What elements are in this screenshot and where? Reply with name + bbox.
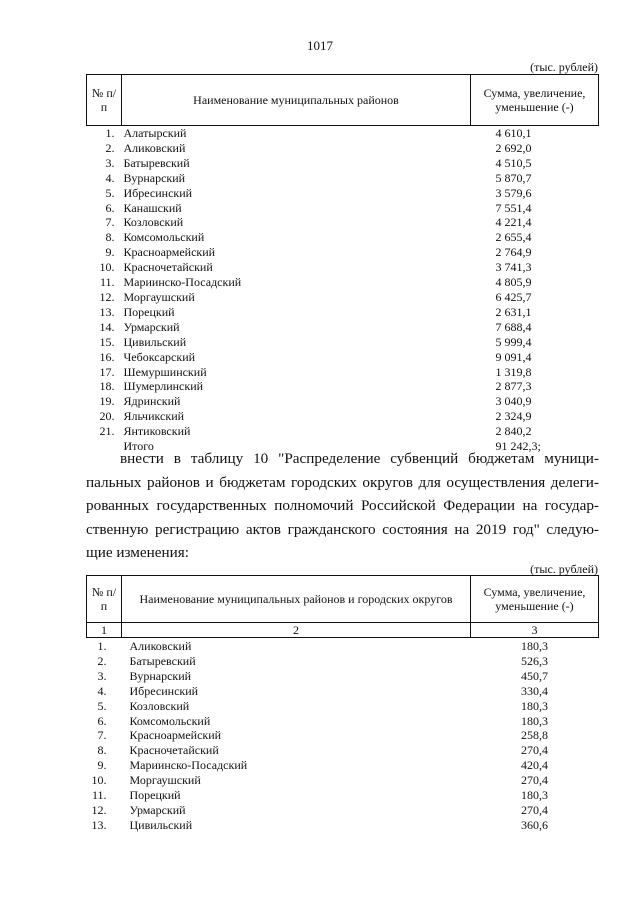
table-row [87, 215, 599, 230]
table-row [87, 350, 599, 365]
amount-value: 450,7 [521, 668, 548, 683]
amount-value: 270,4 [521, 802, 548, 817]
district-name: Порецкий [123, 304, 175, 319]
amount-value: 7 551,4 [495, 200, 532, 215]
table-row [87, 201, 599, 216]
table1-header-name: Наименование муниципальных районов [122, 75, 471, 126]
amount-value: 330,4 [521, 683, 548, 698]
row-number: 8. [105, 230, 115, 245]
table-row [87, 186, 599, 201]
amount-value: 526,3 [521, 653, 548, 668]
amount-value: 360,6 [521, 817, 548, 832]
amount-value: 270,4 [521, 773, 548, 788]
amount-value: 9 091,4 [495, 349, 532, 364]
row-number: 14. [99, 319, 115, 334]
district-name: Яльчикский [123, 409, 185, 424]
paragraph-line: внести в таблицу 10 "Распределение субвенций бюджетам муници- [120, 450, 599, 467]
amount-value: 2 655,4 [495, 230, 532, 245]
table-row [87, 638, 599, 654]
page-number: 1017 [307, 38, 333, 53]
row-number: 3. [105, 155, 115, 170]
amount-value: 258,8 [521, 728, 548, 743]
table-row [87, 275, 599, 290]
district-name: Козловский [123, 215, 184, 230]
amount-value: 3 040,9 [495, 394, 532, 409]
district-name: Мариинско-Посадский [123, 275, 242, 290]
district-name: Мариинско-Посадский [129, 758, 248, 773]
table-row [87, 818, 599, 833]
row-number: 9. [105, 245, 115, 260]
table2-column-number: 1 [87, 623, 122, 638]
table-row [87, 699, 599, 714]
amount-value: 180,3 [521, 788, 548, 803]
table-row [87, 743, 599, 758]
row-number: 6. [105, 200, 115, 215]
table-row [87, 379, 599, 394]
table1-municipal-districts [86, 74, 599, 454]
row-number: 1. [105, 126, 115, 140]
row-number: 7. [105, 215, 115, 230]
table-row [87, 714, 599, 729]
row-number: 19. [99, 394, 115, 409]
amount-value: 2 840,2 [495, 424, 532, 439]
table2-municipal-districts-and-city-districts [86, 575, 599, 833]
district-name: Урмарский [123, 319, 180, 334]
row-number: 20. [99, 409, 115, 424]
district-name: Канашский [123, 200, 182, 215]
amount-value: 5 999,4 [495, 334, 532, 349]
row-number: 10. [91, 773, 107, 788]
table-row [87, 320, 599, 335]
table-row [87, 409, 599, 424]
row-number: 8. [97, 743, 107, 758]
row-number: 6. [97, 713, 107, 728]
row-number: 1. [97, 639, 107, 653]
table2-header-name: Наименование муниципальных районов и городских округов [122, 576, 471, 623]
amount-value: 2 631,1 [495, 304, 532, 319]
amount-value: 180,3 [521, 698, 548, 713]
table-row [87, 290, 599, 305]
district-name: Ядринский [123, 394, 181, 409]
amount-value: 3 741,3 [495, 260, 532, 275]
table-row [87, 803, 599, 818]
table-row [87, 230, 599, 245]
amount-value: 180,3 [521, 713, 548, 728]
amount-value: 5 870,7 [495, 170, 532, 185]
row-number: 2. [97, 653, 107, 668]
district-name: Чебоксарский [123, 349, 196, 364]
table-row [87, 335, 599, 350]
district-name: Красночетайский [123, 260, 213, 275]
district-name: Моргаушский [123, 289, 195, 304]
row-number: 16. [99, 349, 115, 364]
row-number: 5. [105, 185, 115, 200]
row-number: 11. [99, 275, 115, 290]
row-number: 7. [97, 728, 107, 743]
amount-value: 270,4 [521, 743, 548, 758]
amount-value: 4 610,1 [495, 126, 532, 140]
district-name: Аликовский [123, 140, 186, 155]
table2-column-number: 2 [122, 623, 471, 638]
table-row [87, 424, 599, 439]
table2-body [87, 638, 599, 833]
table-row [87, 126, 599, 141]
table-row [87, 394, 599, 409]
table2-header-number: № п/п [87, 576, 122, 623]
district-name: Красноармейский [123, 245, 216, 260]
row-number: 13. [91, 817, 107, 832]
district-name: Красноармейский [129, 728, 222, 743]
district-name: Батыревский [123, 155, 190, 170]
district-name: Шемуршинский [123, 364, 207, 379]
amount-value: 2 692,0 [495, 140, 532, 155]
total-label: Итого [123, 439, 154, 454]
district-name: Комсомольский [129, 713, 211, 728]
row-number: 4. [105, 170, 115, 185]
row-number: 3. [97, 668, 107, 683]
district-name: Ибресинский [123, 185, 193, 200]
amendment-paragraph [86, 447, 599, 565]
row-number: 11. [91, 788, 107, 803]
table-row [87, 245, 599, 260]
table1-header-sum: Сумма, увеличение, уменьшение (-) [471, 75, 599, 126]
row-number: 15. [99, 334, 115, 349]
district-name: Красночетайский [129, 743, 219, 758]
table-row [87, 669, 599, 684]
paragraph-line: ственную регистрацию актов гражданского состояния на 2019 год" следую- [86, 520, 599, 538]
district-name: Шумерлинский [123, 379, 204, 394]
district-name: Аликовский [129, 639, 192, 653]
amount-value: 4 510,5 [495, 155, 532, 170]
district-name: Порецкий [129, 788, 181, 803]
district-name: Комсомольский [123, 230, 205, 245]
table-row [87, 788, 599, 803]
row-number: 5. [97, 698, 107, 713]
table-row [87, 684, 599, 699]
district-name: Алатырский [123, 126, 187, 140]
table-row [87, 365, 599, 380]
row-number: 2. [105, 140, 115, 155]
row-number: 12. [91, 802, 107, 817]
amount-value: 2 877,3 [495, 379, 532, 394]
table-row [87, 156, 599, 171]
amount-value: 180,3 [521, 639, 548, 653]
table2-header-sum: Сумма, увеличение, уменьшение (-) [471, 576, 599, 623]
table2-column-number: 3 [471, 623, 599, 638]
amount-value: 420,4 [521, 758, 548, 773]
table1-body [87, 126, 599, 454]
amount-value: 6 425,7 [495, 289, 532, 304]
district-name: Цивильский [129, 817, 193, 832]
table-row [87, 141, 599, 156]
table-row [87, 305, 599, 320]
district-name: Цивильский [123, 334, 187, 349]
table2-units-note: (тыс. рублей) [530, 562, 598, 576]
row-number: 9. [97, 758, 107, 773]
amount-value: 4 221,4 [495, 215, 532, 230]
table-row [87, 260, 599, 275]
row-number: 4. [97, 683, 107, 698]
amount-value: 1 319,8 [495, 364, 532, 379]
district-name: Урмарский [129, 802, 186, 817]
district-name: Янтиковский [123, 424, 191, 439]
paragraph-line: пальных районов и бюджетам городских округов для осуществления делеги- [86, 473, 599, 491]
district-name: Вурнарский [123, 170, 186, 185]
table1-units-note: (тыс. рублей) [530, 60, 598, 74]
row-number: 10. [99, 260, 115, 275]
table-row [87, 758, 599, 773]
row-number: 12. [99, 289, 115, 304]
district-name: Моргаушский [129, 773, 201, 788]
paragraph-line: рованных государственных полномочий Российской Федерации на государ- [86, 497, 599, 515]
table-row [87, 654, 599, 669]
district-name: Козловский [129, 698, 190, 713]
amount-value: 7 688,4 [495, 319, 532, 334]
amount-value: 2 764,9 [495, 245, 532, 260]
row-number: 18. [99, 379, 115, 394]
district-name: Батыревский [129, 653, 196, 668]
paragraph-line: щие изменения: [86, 544, 189, 562]
row-number: 21. [99, 424, 115, 439]
district-name: Вурнарский [129, 668, 192, 683]
amount-value: 4 805,9 [495, 275, 532, 290]
row-number: 17. [99, 364, 115, 379]
table-row [87, 773, 599, 788]
table-row [87, 171, 599, 186]
district-name: Ибресинский [129, 683, 199, 698]
total-value: 91 242,3; [495, 439, 541, 454]
row-number: 13. [99, 304, 115, 319]
amount-value: 3 579,6 [495, 185, 532, 200]
amount-value: 2 324,9 [495, 409, 532, 424]
table-row [87, 728, 599, 743]
table1-header-number: № п/п [87, 75, 122, 126]
